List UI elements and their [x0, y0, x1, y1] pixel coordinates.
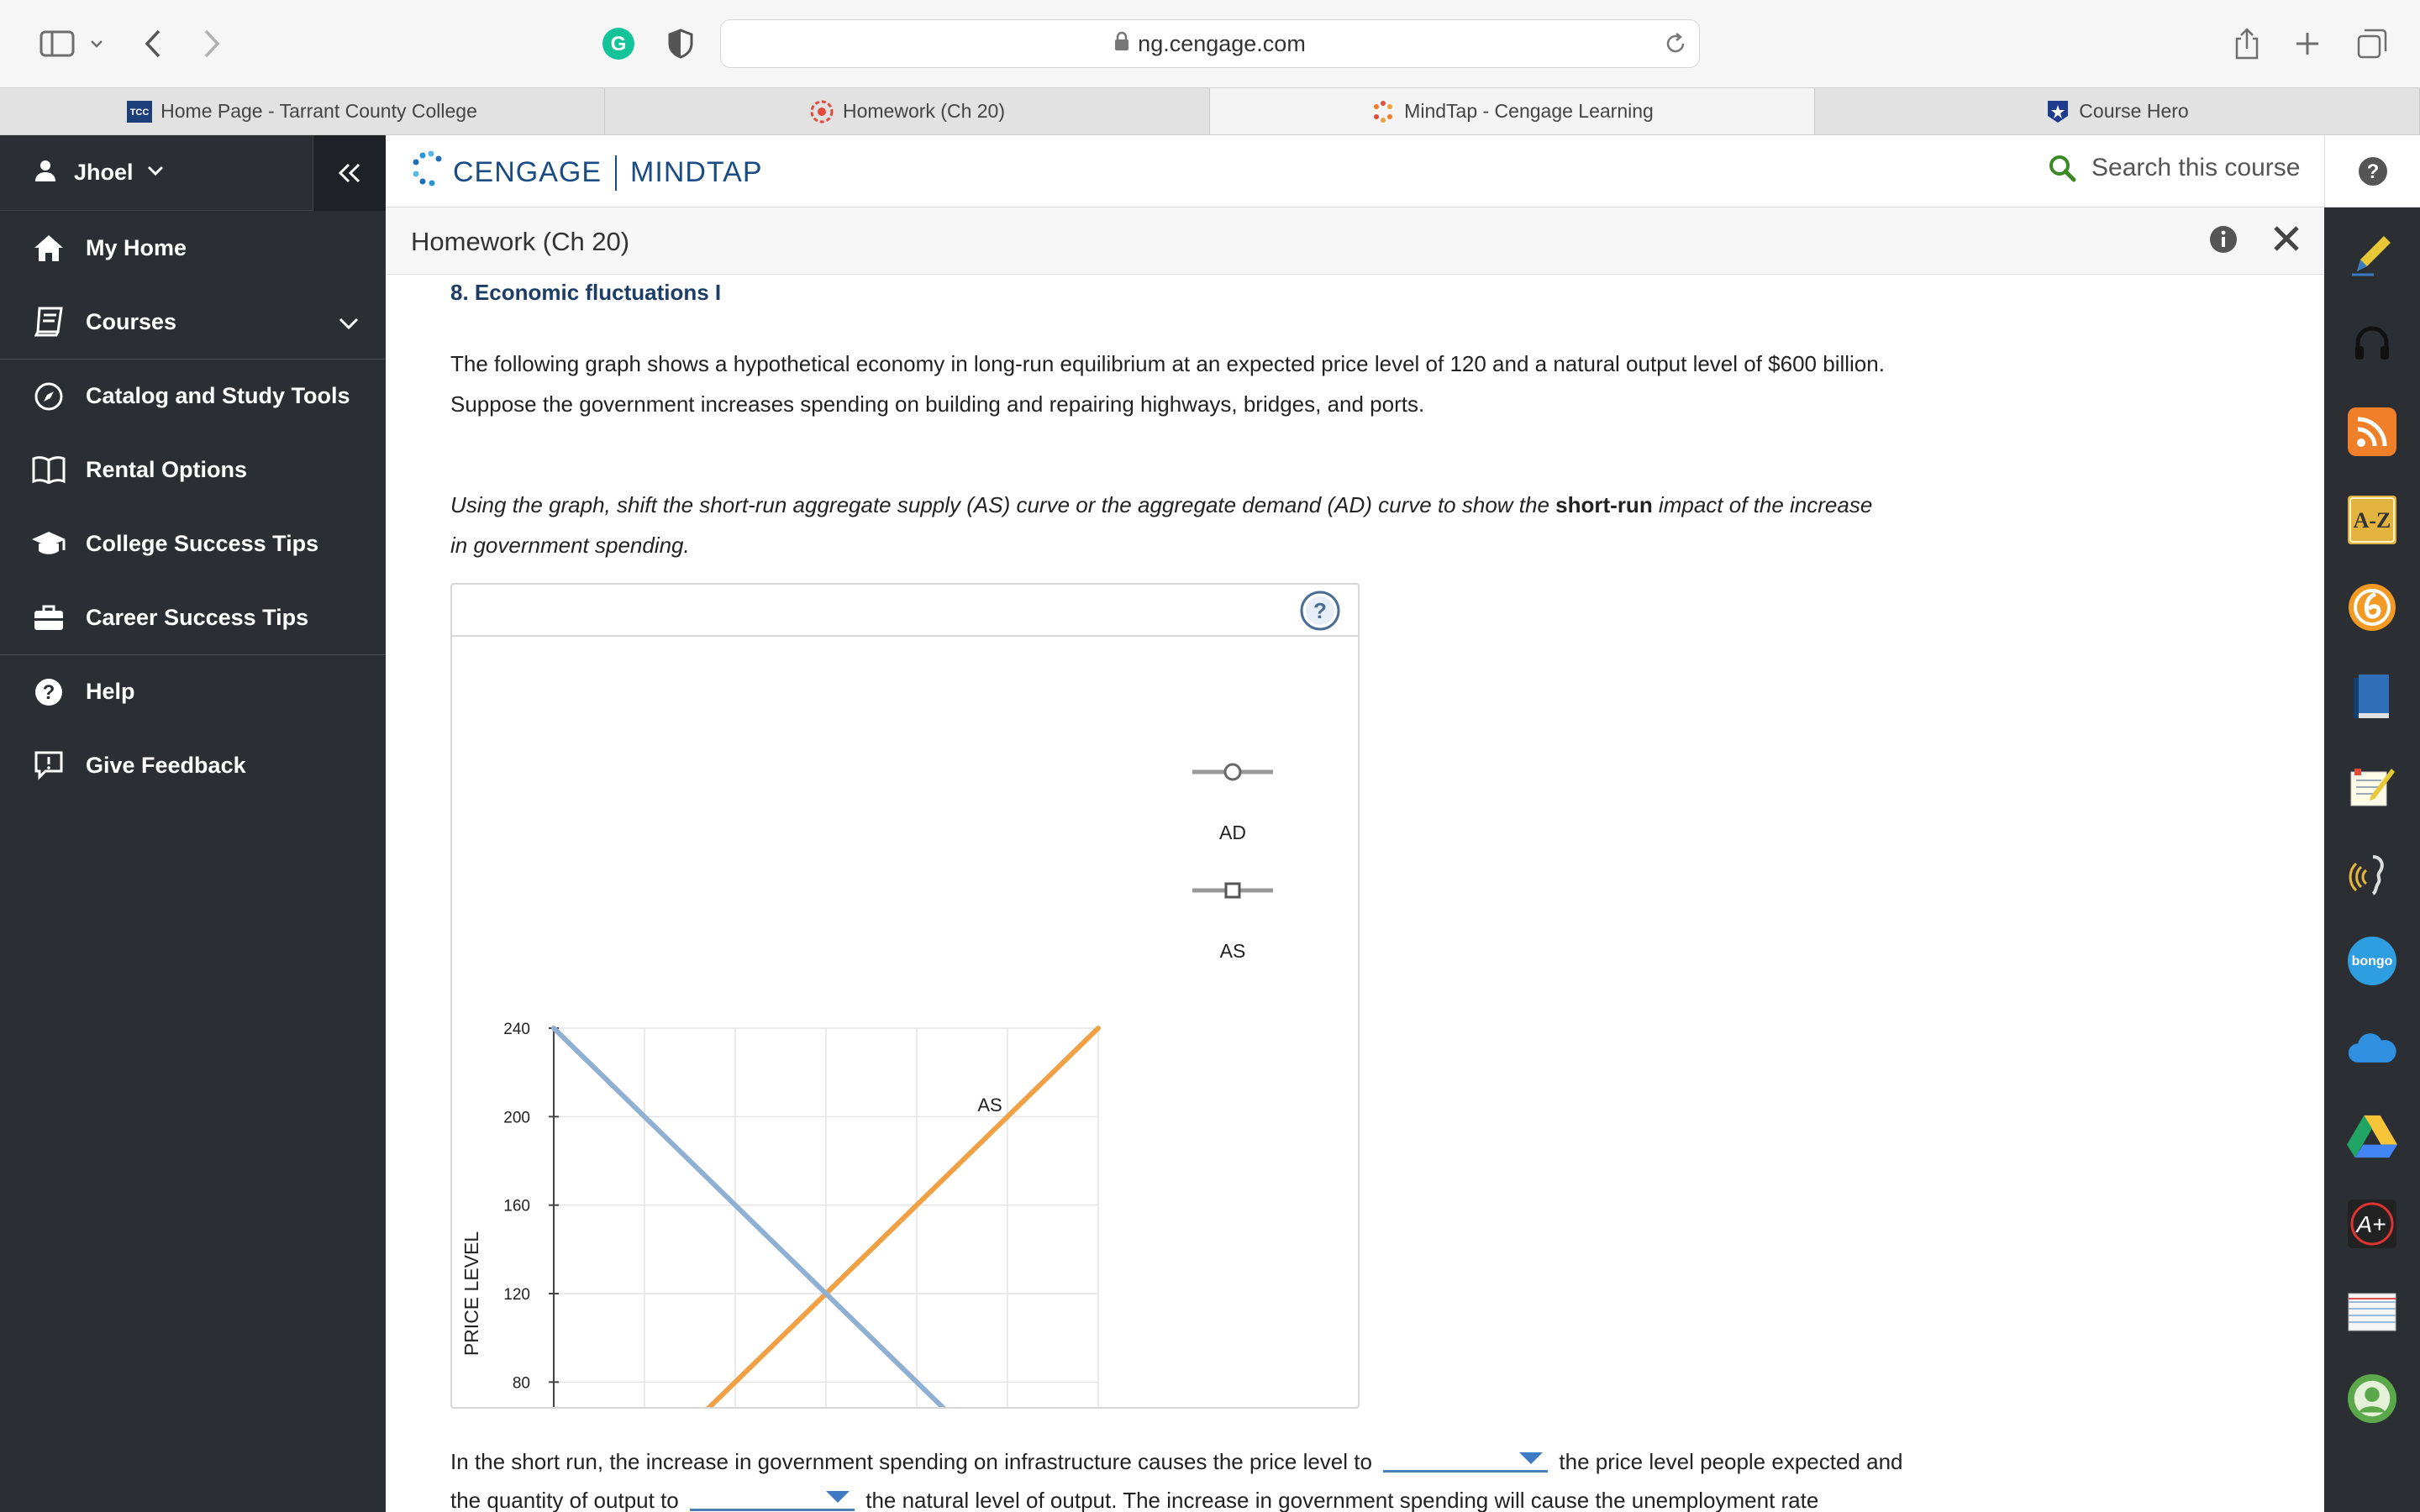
question-content — [386, 275, 2324, 1512]
info-icon[interactable] — [2209, 225, 2238, 258]
answer-text: the price level people expected and — [1559, 1449, 1903, 1474]
ebook-icon[interactable] — [2347, 671, 2397, 722]
home-icon — [29, 228, 69, 268]
legend-marker-as[interactable] — [1226, 884, 1239, 897]
lock-icon — [1114, 31, 1129, 57]
sidebar-item-college-success[interactable] — [0, 507, 386, 580]
tab-overview-icon[interactable] — [2353, 20, 2391, 67]
mindtap-header — [386, 135, 2324, 207]
instruction-text: in government spending. — [450, 533, 690, 558]
sidebar-item-label: Career Success Tips — [86, 604, 309, 630]
grammarly-icon[interactable] — [598, 20, 639, 67]
output-dropdown[interactable] — [690, 1486, 855, 1511]
svg-text:A+: A+ — [2356, 1211, 2386, 1237]
cengage-logo-icon — [411, 150, 445, 195]
sidebar-toggle-icon[interactable] — [30, 20, 84, 67]
course-hero-logo-icon — [2045, 99, 2070, 124]
grade-a-plus-icon[interactable] — [2347, 1199, 2397, 1249]
browser-tab-label: MindTap - Cengage Learning — [1404, 100, 1654, 122]
intro-line-1: The following graph shows a hypothetical economy in long-run equilibrium at an expected price level of 120 and a natural output level of $600 billion. — [450, 351, 1885, 376]
brand-cengage: CENGAGE — [453, 156, 602, 188]
as-curve-label: AS — [977, 1095, 1002, 1116]
dropdown-arrow-icon — [1519, 1452, 1543, 1464]
sidebar-item-label: Courses — [86, 308, 177, 334]
tools-rail — [2324, 135, 2420, 1512]
privacy-shield-icon[interactable] — [660, 20, 701, 67]
url-text: ng.cengage.com — [1138, 30, 1306, 56]
briefcase-icon — [29, 597, 69, 638]
sidebar-item-label: Rental Options — [86, 456, 248, 482]
graduation-cap-icon — [29, 523, 69, 564]
back-icon[interactable] — [136, 20, 170, 67]
svg-text:?: ? — [42, 680, 55, 704]
sidebar-item-label: College Success Tips — [86, 530, 319, 556]
course-search[interactable] — [2048, 154, 2300, 182]
left-sidebar — [0, 135, 386, 1512]
help-icon[interactable] — [2324, 135, 2420, 207]
browser-tab-label: Home Page - Tarrant County College — [160, 100, 477, 122]
browser-tab-label: Homework (Ch 20) — [843, 100, 1005, 122]
profile-avatar-icon[interactable] — [2347, 1373, 2397, 1424]
book-icon — [29, 302, 69, 342]
graph-panel — [450, 583, 1360, 1409]
instruction-text: Using the graph, shift the short-run aggregate supply (AS) curve or the aggregate demand (AD) curve to show the — [450, 492, 1556, 517]
question-intro — [450, 344, 2047, 424]
onedrive-cloud-icon[interactable] — [2347, 1022, 2397, 1073]
help-icon — [29, 672, 69, 712]
glossary-az-icon[interactable] — [2347, 495, 2397, 545]
pencil-icon[interactable] — [2347, 229, 2397, 280]
sidebar-item-label: Help — [86, 679, 135, 704]
question-instructions — [450, 485, 2047, 565]
y-tick-label: 80 — [512, 1374, 530, 1393]
cengage-mindtap-logo[interactable] — [411, 150, 763, 195]
y-tick-label: 200 — [503, 1109, 530, 1127]
y-tick-label: 160 — [503, 1197, 530, 1215]
question-heading: 8. Economic fluctuations I — [450, 280, 722, 305]
legend-marker-ad[interactable] — [1225, 764, 1240, 780]
instruction-bold-text: short-run — [1555, 492, 1653, 517]
legend-label-as: AS — [1219, 940, 1246, 962]
close-icon[interactable] — [2272, 224, 2301, 257]
instruction-text: impact of the increase — [1652, 492, 1873, 517]
read-speaker-icon[interactable] — [2347, 849, 2397, 900]
tcc-logo-icon — [127, 99, 152, 124]
address-bar[interactable] — [720, 19, 1700, 68]
chevron-down-icon — [147, 165, 164, 181]
legend-label-ad: AD — [1219, 822, 1246, 843]
browser-tab-mindtap[interactable] — [1210, 88, 1815, 134]
answer-sentence — [450, 1442, 2215, 1512]
sidebar-item-my-home[interactable] — [0, 211, 386, 285]
sidebar-item-give-feedback[interactable] — [0, 728, 386, 802]
share-icon[interactable] — [2228, 20, 2265, 67]
feedback-icon — [29, 745, 69, 785]
google-drive-icon[interactable] — [2347, 1111, 2397, 1162]
y-axis-label: PRICE LEVEL — [460, 1231, 482, 1357]
rss-feed-icon[interactable] — [2347, 407, 2397, 457]
svg-text:G: G — [610, 33, 627, 55]
answer-text: the natural level of output. The increase in government spending will cause the unemployment rate — [865, 1488, 1819, 1512]
reload-icon[interactable] — [1664, 32, 1687, 61]
svg-text:A-Z: A-Z — [2353, 508, 2391, 533]
user-menu[interactable] — [0, 135, 386, 211]
svg-text:?: ? — [1313, 598, 1327, 623]
bongo-icon[interactable] — [2347, 936, 2397, 986]
brand-mindtap: MINDTAP — [630, 156, 763, 188]
notebook-icon[interactable] — [2347, 1287, 2397, 1337]
new-tab-icon[interactable] — [2289, 20, 2326, 67]
price-level-dropdown[interactable] — [1383, 1447, 1548, 1473]
user-icon — [34, 159, 57, 186]
activity-title: Homework (Ch 20) — [411, 227, 630, 256]
intro-line-2: Suppose the government increases spending on building and repairing highways, bridges, and ports. — [450, 391, 1425, 417]
cengage-logo-icon — [809, 99, 834, 124]
y-tick-label: 120 — [503, 1286, 530, 1304]
sidebar-item-catalog[interactable] — [0, 359, 386, 433]
sidebar-item-label: Catalog and Study Tools — [86, 383, 350, 408]
browser-tab-label: Course Hero — [2079, 100, 2189, 122]
collapse-sidebar-button[interactable] — [313, 135, 386, 211]
sidebar-item-courses[interactable] — [0, 285, 386, 359]
browser-tab-bar — [0, 87, 2420, 135]
search-icon — [2048, 154, 2076, 182]
ad-as-chart[interactable] — [452, 585, 1358, 1407]
browser-tab-course-hero[interactable] — [1815, 88, 2420, 134]
y-tick-label: 240 — [503, 1021, 530, 1038]
user-name: Jhoel — [74, 160, 134, 185]
sidebar-item-label: My Home — [86, 234, 187, 260]
headphones-icon[interactable] — [2347, 318, 2397, 369]
browser-toolbar — [0, 0, 2420, 87]
sidebar-item-help[interactable] — [0, 654, 386, 728]
cengage-logo-icon — [1370, 99, 1396, 124]
progress-app-icon[interactable] — [2347, 582, 2397, 633]
brand-divider — [615, 155, 617, 191]
forward-icon[interactable] — [195, 20, 229, 67]
chevron-down-icon[interactable] — [339, 310, 359, 336]
svg-text:TCC: TCC — [129, 107, 150, 118]
svg-text:bongo: bongo — [2351, 954, 2393, 969]
browser-tab-tcc[interactable] — [0, 88, 605, 134]
compass-icon — [29, 376, 69, 417]
search-placeholder: Search this course — [2091, 154, 2301, 181]
answer-text: the quantity of output to — [450, 1488, 679, 1512]
chevron-down-icon[interactable] — [86, 20, 108, 67]
dropdown-arrow-icon — [826, 1491, 850, 1503]
notes-icon[interactable] — [2347, 761, 2397, 811]
svg-text:?: ? — [2366, 160, 2379, 183]
open-book-icon — [29, 449, 69, 490]
sidebar-item-career-success[interactable] — [0, 580, 386, 654]
browser-tab-homework[interactable] — [605, 88, 1210, 134]
sidebar-item-rental-options[interactable] — [0, 433, 386, 507]
activity-title-bar — [386, 207, 2324, 275]
sidebar-item-label: Give Feedback — [86, 752, 246, 778]
answer-text: In the short run, the increase in government spending on infrastructure causes the price level to — [450, 1449, 1372, 1474]
